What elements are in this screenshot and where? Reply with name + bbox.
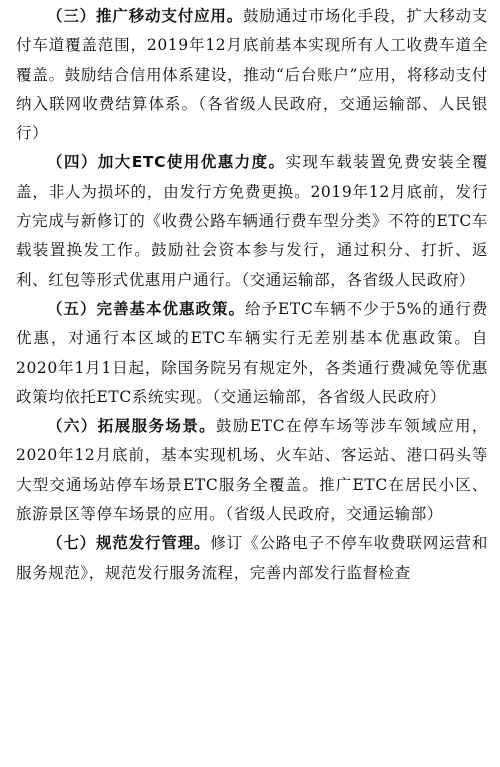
paragraph-body: 给予ETC车辆不少于5%的通行费优惠，对通行本区域的ETC车辆实行无差别基本优惠政策。自2020年1月1日起，除国务院另有规定外，各类通行费减免等优惠政策均依托ETC系统实现。（交通运输部，各省级人民政府） (16, 299, 488, 406)
paragraph-body: 修订《公路电子不停车收费联网运营和服务规范》，规范发行服务流程，完善内部发行监督检查 (16, 534, 488, 582)
paragraph-service-scenarios (16, 412, 488, 529)
document-page (0, 2, 500, 767)
paragraph-heading: （三）推广移动支付应用。 (47, 7, 244, 25)
paragraph-heading: （五）完善基本优惠政策。 (47, 299, 245, 318)
paragraph-issuance-management (16, 529, 488, 588)
paragraph-basic-discount-policy (16, 295, 488, 412)
paragraph-heading: （六）拓展服务场景。 (47, 417, 217, 436)
paragraph-promote-mobile-payment (16, 2, 488, 148)
paragraph-body: 鼓励通过市场化手段，扩大移动支付车道覆盖范围，2019年12月底前基本实现所有人工收费车道全覆盖。鼓励结合信用体系建设，推动“后台账户”应用，将移动支付纳入联网收费结算体系。（各省级人民政府，交通运输部、人民银行） (16, 7, 488, 143)
paragraph-body: 实现车载装置免费安装全覆盖，非人为损坏的，由发行方免费更换。2019年12月底前，发行方完成与新修订的《收费公路车辆通行费车型分类》不符的ETC车载装置换发工作。鼓励社会资本参与发行，通过积分、打折、返利、红包等形式优惠用户通行。（交通运输部，各省级人民政府） (16, 153, 488, 289)
paragraph-heading: （七）规范发行管理。 (47, 534, 211, 553)
paragraph-etc-discount (16, 148, 488, 294)
paragraph-body: 鼓励ETC在停车场等涉车领域应用，2020年12月底前，基本实现机场、火车站、客运站、港口码头等大型交通场站停车场景ETC服务全覆盖。推广ETC在居民小区、旅游景区等停车场景的应用。（省级人民政府，交通运输部） (16, 417, 488, 524)
paragraph-heading: （四）加大ETC使用优惠力度。 (47, 153, 286, 172)
